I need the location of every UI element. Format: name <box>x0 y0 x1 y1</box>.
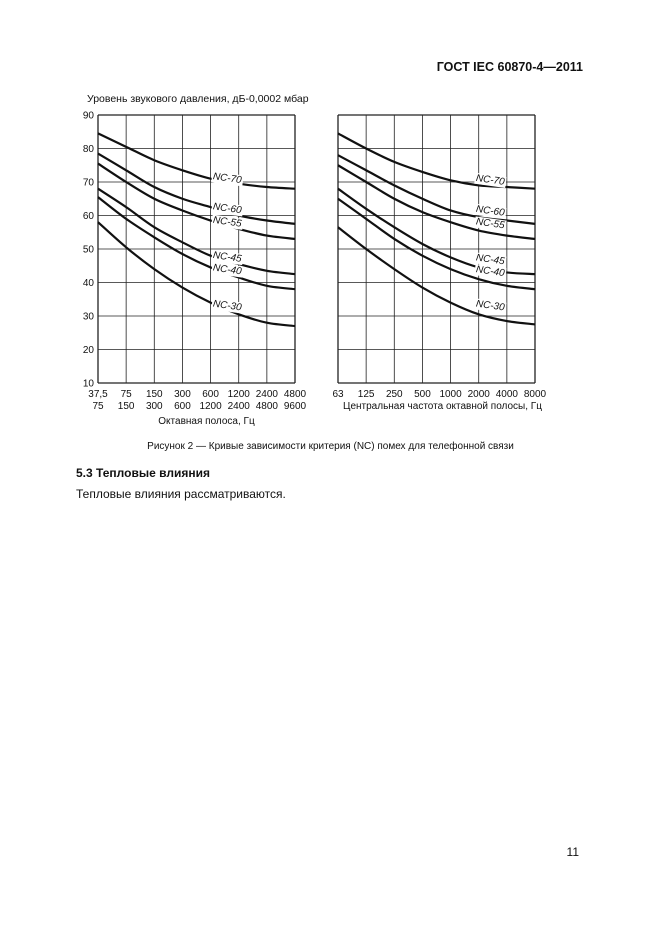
section-text: Тепловые влияния рассматриваются. <box>76 487 286 501</box>
x-tick-label-upper-band: 75 <box>92 401 104 412</box>
x-tick-label-lower-band: 37,5 <box>88 389 108 400</box>
left-curve-nc-40 <box>98 197 295 289</box>
figure-caption: Рисунок 2 — Кривые зависимости критерия (NC) помех для телефонной связи <box>147 441 514 452</box>
x-tick-label-lower-band: 75 <box>120 389 132 400</box>
nc-curves-figure <box>0 0 661 430</box>
x-tick-label-upper-band: 4800 <box>255 401 278 412</box>
x-tick-label-center-freq: 8000 <box>523 389 547 400</box>
left-label-nc-30: NC-30 <box>212 298 243 314</box>
left-curve-nc-30 <box>98 222 295 326</box>
x-tick-label-upper-band: 2400 <box>227 401 250 412</box>
y-tick-label: 40 <box>82 278 94 289</box>
right-label-nc-40: NC-40 <box>475 264 506 280</box>
left-label-nc-45: NC-45 <box>212 249 243 265</box>
x-tick-label-center-freq: 125 <box>357 389 375 400</box>
y-tick-label: 80 <box>82 144 94 155</box>
left-label-nc-60: NC-60 <box>212 201 243 217</box>
x-axis-label-right: Центральная частота октавной полосы, Гц <box>343 401 542 412</box>
left-label-nc-70: NC-70 <box>212 171 243 187</box>
x-tick-label-lower-band: 600 <box>202 389 219 400</box>
left-curve-nc-60 <box>98 154 295 224</box>
x-tick-label-upper-band: 9600 <box>283 401 307 412</box>
y-tick-label: 20 <box>82 345 94 356</box>
x-tick-label-lower-band: 2400 <box>255 389 278 400</box>
y-tick-label: 30 <box>82 311 94 323</box>
x-tick-label-lower-band: 4800 <box>283 389 307 400</box>
x-tick-label-center-freq: 2000 <box>467 389 490 400</box>
page-number: 11 <box>566 845 579 859</box>
x-tick-label-upper-band: 1200 <box>199 401 222 412</box>
right-label-nc-30: NC-30 <box>475 298 506 314</box>
right-label-nc-45: NC-45 <box>475 252 506 268</box>
x-tick-label-upper-band: 150 <box>117 401 135 412</box>
x-tick-label-center-freq: 250 <box>385 389 403 400</box>
section-title: 5.3 Тепловые влияния <box>76 466 210 480</box>
right-label-nc-70: NC-70 <box>475 172 506 188</box>
x-tick-label-center-freq: 4000 <box>495 389 518 400</box>
y-tick-label: 60 <box>82 211 94 222</box>
left-label-nc-40: NC-40 <box>212 262 243 278</box>
y-tick-label: 10 <box>82 378 94 390</box>
right-label-nc-55: NC-55 <box>475 216 506 232</box>
x-axis-label-left: Октавная полоса, Гц <box>158 416 255 427</box>
x-tick-label-center-freq: 1000 <box>439 389 462 400</box>
left-curve-nc-70 <box>98 133 295 188</box>
x-tick-label-lower-band: 300 <box>174 389 191 400</box>
x-tick-label-center-freq: 63 <box>332 389 344 400</box>
x-tick-label-center-freq: 500 <box>414 389 431 400</box>
left-label-nc-55: NC-55 <box>212 214 243 230</box>
x-tick-label-lower-band: 150 <box>145 389 163 400</box>
x-tick-label-lower-band: 1200 <box>227 389 250 400</box>
document-header: ГОСТ IEC 60870-4—2011 <box>436 60 583 74</box>
right-label-nc-60: NC-60 <box>475 203 506 219</box>
y-axis-label: Уровень звукового давления, дБ-0,0002 мбар <box>87 93 309 105</box>
x-tick-label-upper-band: 300 <box>145 401 163 412</box>
y-tick-label: 50 <box>82 244 94 256</box>
x-tick-label-upper-band: 600 <box>174 401 191 412</box>
y-tick-label: 70 <box>82 177 94 189</box>
y-tick-label: 90 <box>82 110 94 122</box>
